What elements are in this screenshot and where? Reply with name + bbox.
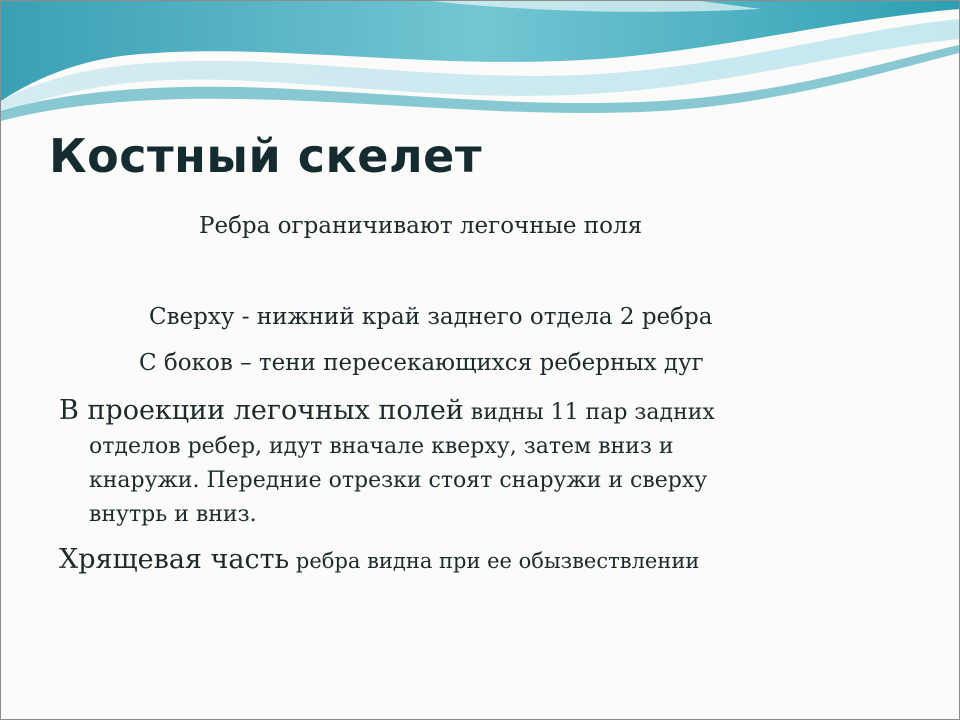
projection-rest-first: видны 11 пар задних — [463, 400, 715, 425]
projection-line: внутрь и вниз. — [89, 502, 257, 527]
subtitle-line: Ребра ограничивают легочные поля — [199, 213, 643, 239]
cartilage-lead: Хрящевая часть — [59, 544, 290, 575]
slide-title: Костный скелет — [49, 129, 482, 183]
projection-paragraph — [59, 394, 919, 532]
upper-border-line: Сверху - нижний край заднего отдела 2 ребра — [149, 304, 713, 330]
wave-decoration — [1, 1, 959, 141]
cartilage-paragraph — [59, 542, 919, 579]
projection-lead: В проекции легочных полей — [59, 395, 464, 426]
projection-line: кнаружи. Передние отрезки стоят снаружи и сверху — [89, 468, 708, 493]
cartilage-rest: ребра видна при ее обызвествлении — [289, 549, 700, 573]
projection-line: отделов ребер, идут вначале кверху, затем вниз и — [89, 434, 674, 459]
side-border-line: С боков – тени пересекающихся реберных дуг — [139, 350, 704, 376]
